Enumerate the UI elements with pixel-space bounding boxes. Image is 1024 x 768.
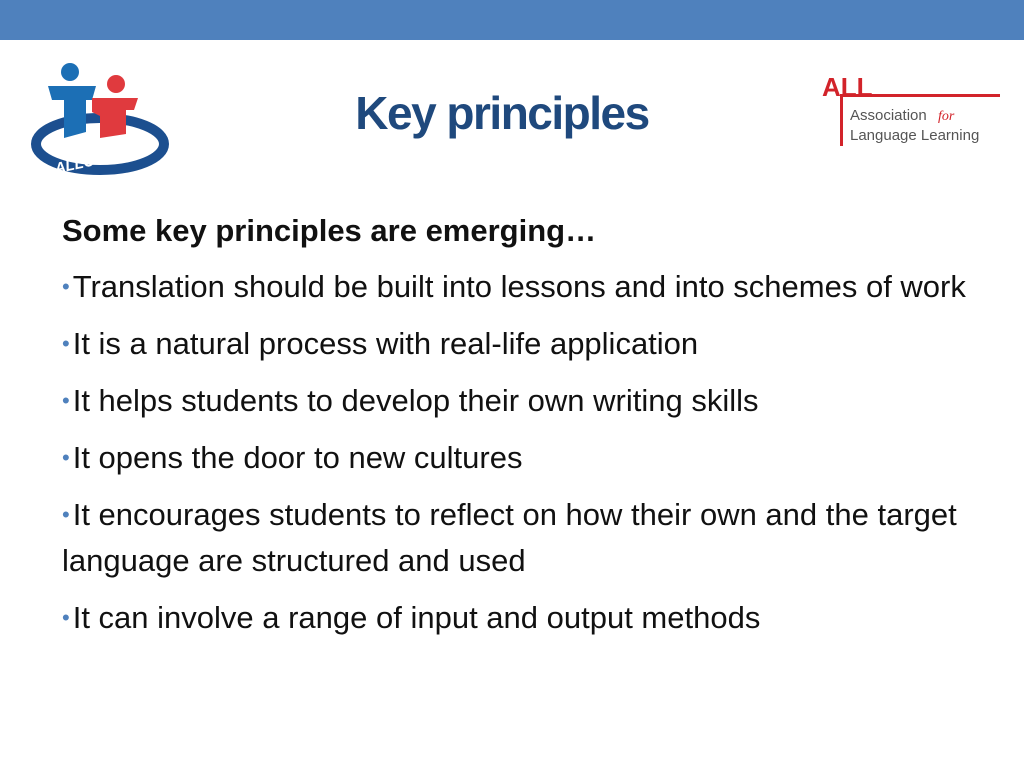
bullet-item	[62, 321, 982, 367]
bullet-marker: •	[62, 331, 70, 356]
logo-all-mark: ALL	[822, 72, 873, 102]
bullet-text: It opens the door to new cultures	[72, 440, 523, 475]
bullet-text: It encourages students to reflect on how their own and the target language are structured and used	[62, 497, 957, 578]
bullet-text: It helps students to develop their own writing skills	[72, 383, 759, 418]
bullet-marker: •	[62, 605, 70, 630]
bullet-item	[62, 435, 982, 481]
logo-line-for: for	[938, 109, 955, 124]
lead-line: Some key principles are emerging…	[62, 213, 597, 248]
all-association-logo	[820, 70, 1002, 150]
bullet-item	[62, 492, 982, 584]
bullet-text: It can involve a range of input and output methods	[72, 600, 761, 635]
bullet-item	[62, 595, 982, 641]
bullet-marker: •	[62, 502, 70, 527]
bullet-text: Translation should be built into lessons and into schemes of work	[72, 269, 966, 304]
bullet-list	[62, 264, 982, 641]
bullet-marker: •	[62, 274, 70, 299]
logo-line-association: Association	[850, 107, 927, 124]
bullet-item	[62, 264, 982, 310]
slide-body	[62, 208, 982, 652]
bullet-text: It is a natural process with real-life application	[72, 326, 699, 361]
allconnect-logo-text: ALLCONNECT	[53, 139, 158, 178]
bullet-marker: •	[62, 445, 70, 470]
blue-figure-head	[61, 63, 79, 81]
bullet-marker: •	[62, 388, 70, 413]
slide-title: Key principles	[355, 87, 649, 139]
logo-line-language-learning: Language Learning	[850, 127, 980, 144]
bullet-item	[62, 378, 982, 424]
top-accent-bar	[0, 0, 1024, 40]
